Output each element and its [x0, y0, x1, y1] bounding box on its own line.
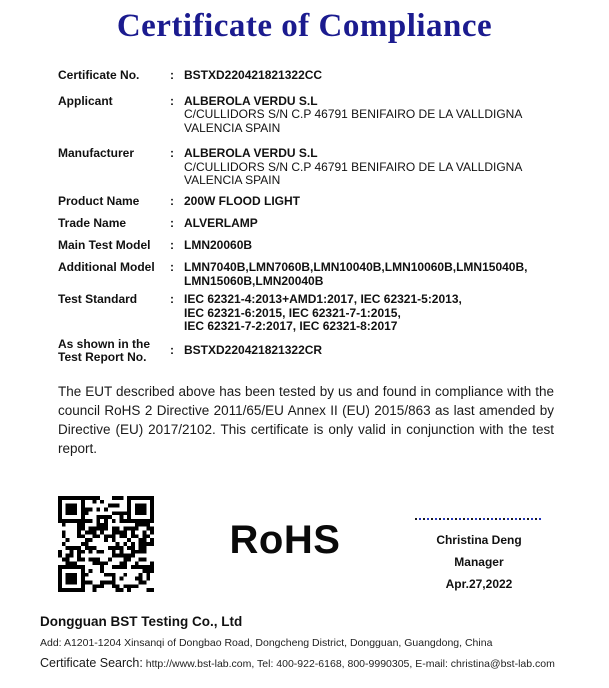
- field-value: [184, 261, 554, 288]
- field-label: Applicant: [58, 93, 113, 108]
- field-row: [58, 338, 554, 365]
- field-value-line: C/CULLIDORS S/N C.P 46791 BENIFAIRO DE LA VALLDIGNA: [184, 159, 523, 174]
- field-value-line: BSTXD220421821322CR: [184, 343, 323, 358]
- field-value: [184, 147, 554, 188]
- certificate-title: Certificate of Compliance: [116, 8, 493, 44]
- field-value-line: BSTXD220421821322CC: [184, 68, 323, 82]
- field-label: Trade Name: [58, 216, 127, 230]
- field-value-line: ALBEROLA VERDU S.L: [184, 93, 318, 108]
- field-value-line: ALVERLAMP: [184, 216, 258, 230]
- field-colon: :: [170, 193, 174, 208]
- signatory-title: Manager: [454, 554, 504, 569]
- field-colon: :: [170, 93, 174, 108]
- signature-block: [404, 518, 554, 595]
- certificate-search-label: Certificate Search:: [40, 656, 143, 670]
- field-label: Additional Model: [58, 260, 155, 274]
- rohs-logo: RoHS: [229, 517, 341, 562]
- field-row: [58, 217, 554, 231]
- signature-dotted-line: [415, 518, 543, 521]
- signature-date: Apr.27,2022: [445, 576, 513, 591]
- field-value: [184, 239, 554, 253]
- field-value: [184, 195, 554, 209]
- field-value: [184, 95, 554, 136]
- fields-table: [58, 69, 554, 365]
- field-row: [58, 95, 554, 136]
- field-colon: :: [170, 68, 174, 82]
- field-value-line: 200W FLOOD LIGHT: [184, 193, 301, 208]
- footer: [40, 614, 579, 670]
- field-value: [184, 293, 554, 334]
- qr-code-icon: [58, 496, 154, 592]
- field-value-line: LMN15060B,LMN20040B: [184, 273, 324, 288]
- field-value-line: IEC 62321-7-2:2017, IEC 62321-8:2017: [184, 319, 398, 333]
- field-label: Certificate No.: [58, 68, 140, 82]
- field-row: [58, 69, 554, 83]
- field-label: Manufacturer: [58, 146, 135, 160]
- field-value-line: VALENCIA SPAIN: [184, 173, 281, 187]
- field-label: Test Standard: [58, 292, 138, 306]
- field-value-line: LMN7040B,LMN7060B,LMN10040B,LMN10060B,LMN15040B,: [184, 260, 528, 274]
- certificate-search-info: http://www.bst-lab.com, Tel: 400-922-6168, 800-9990305, E-mail: christina@bst-lab.com: [145, 658, 555, 670]
- field-value: [184, 69, 554, 83]
- field-row: [58, 293, 554, 334]
- signatory-name: Christina Deng: [436, 532, 522, 547]
- field-label: Main Test Model: [58, 237, 151, 252]
- field-colon: :: [170, 237, 174, 252]
- field-row: [58, 147, 554, 188]
- field-colon: :: [170, 216, 174, 230]
- field-value-line: IEC 62321-4:2013+AMD1:2017, IEC 62321-5:2013,: [184, 292, 462, 306]
- field-value: [184, 344, 554, 358]
- field-value: [184, 217, 554, 231]
- field-value-line: ALBEROLA VERDU S.L: [184, 146, 318, 160]
- field-label: As shown in the Test Report No.: [58, 336, 151, 364]
- field-row: [58, 261, 554, 288]
- seal-row: [58, 496, 554, 592]
- field-value-line: C/CULLIDORS S/N C.P 46791 BENIFAIRO DE LA VALLDIGNA: [184, 107, 523, 121]
- field-colon: :: [170, 343, 174, 358]
- lab-address: Add: A1201-1204 Xinsanqi of Dongbao Road, Dongcheng District, Dongguan, Guangdong, China: [40, 637, 493, 649]
- compliance-statement: The EUT described above has been tested by us and found in compliance with the council RoHS 2 Directive 2011/65/EU Annex II (EU) 2015/863 as last amended by Directive (EU) 2017/2102. This certificate is only valid in conjunction with the test report.: [58, 383, 554, 456]
- field-row: [58, 195, 554, 209]
- field-label: Product Name: [58, 193, 140, 208]
- field-value-line: IEC 62321-6:2015, IEC 62321-7-1:2015,: [184, 305, 401, 320]
- field-value-line: LMN20060B: [184, 237, 253, 252]
- field-colon: :: [170, 146, 174, 160]
- lab-company-name: Dongguan BST Testing Co., Ltd: [40, 614, 243, 629]
- field-value-line: VALENCIA SPAIN: [184, 120, 281, 135]
- certificate-search-line: [40, 656, 579, 670]
- field-colon: :: [170, 292, 174, 306]
- field-row: [58, 239, 554, 253]
- field-colon: :: [170, 260, 174, 274]
